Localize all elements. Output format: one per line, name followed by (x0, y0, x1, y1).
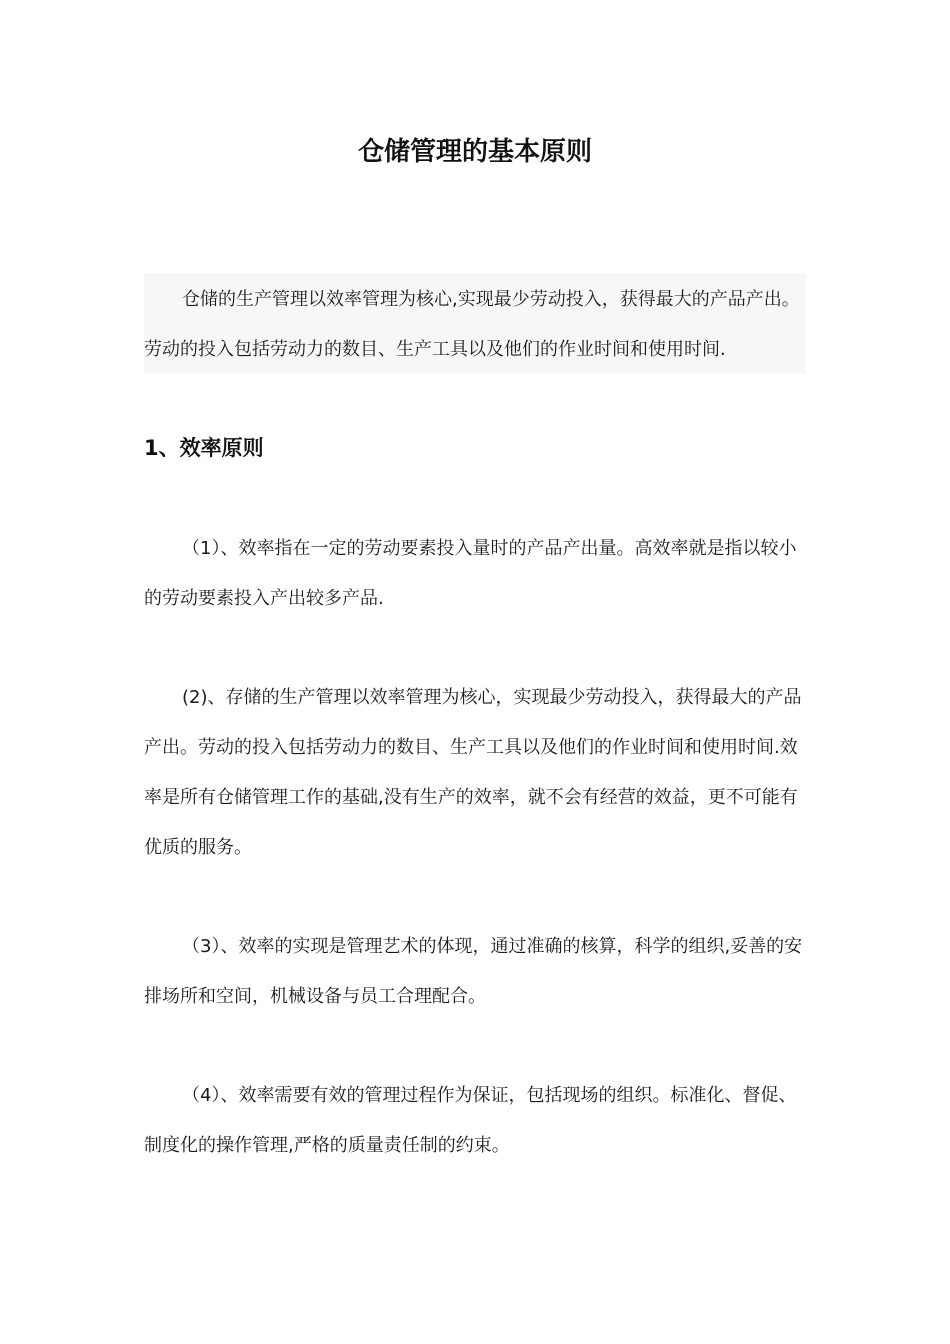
paragraph-2: (2)、存储的生产管理以效率管理为核心，实现最少劳动投入，获得最大的产品产出。劳动的投入包括劳动力的数目、生产工具以及他们的作业时间和使用时间.效率是所有仓储管理工作的基础,没有生产的效率，就不会有经营的效益，更不可能有优质的服务。 (144, 687, 802, 858)
paragraph-1: （1）、效率指在一定的劳动要素投入量时的产品产出量。高效率就是指以较小的劳动要素投入产出较多产品. (144, 538, 797, 609)
document-title: 仓储管理的基本原则 (357, 137, 592, 167)
paragraph-3: （3）、效率的实现是管理艺术的体现，通过准确的核算，科学的组织,妥善的安排场所和空间，机械设备与员工合理配合。 (144, 936, 803, 1007)
intro-paragraph: 仓储的生产管理以效率管理为核心,实现最少劳动投入，获得最大的产品产出。劳动的投入包括劳动力的数目、生产工具以及他们的作业时间和使用时间. (144, 289, 800, 360)
paragraph-4: （4）、效率需要有效的管理过程作为保证，包括现场的组织。标准化、督促、制度化的操作管理,严格的质量责任制的约束。 (144, 1085, 797, 1156)
section-heading: 1、效率原则 (144, 436, 264, 460)
